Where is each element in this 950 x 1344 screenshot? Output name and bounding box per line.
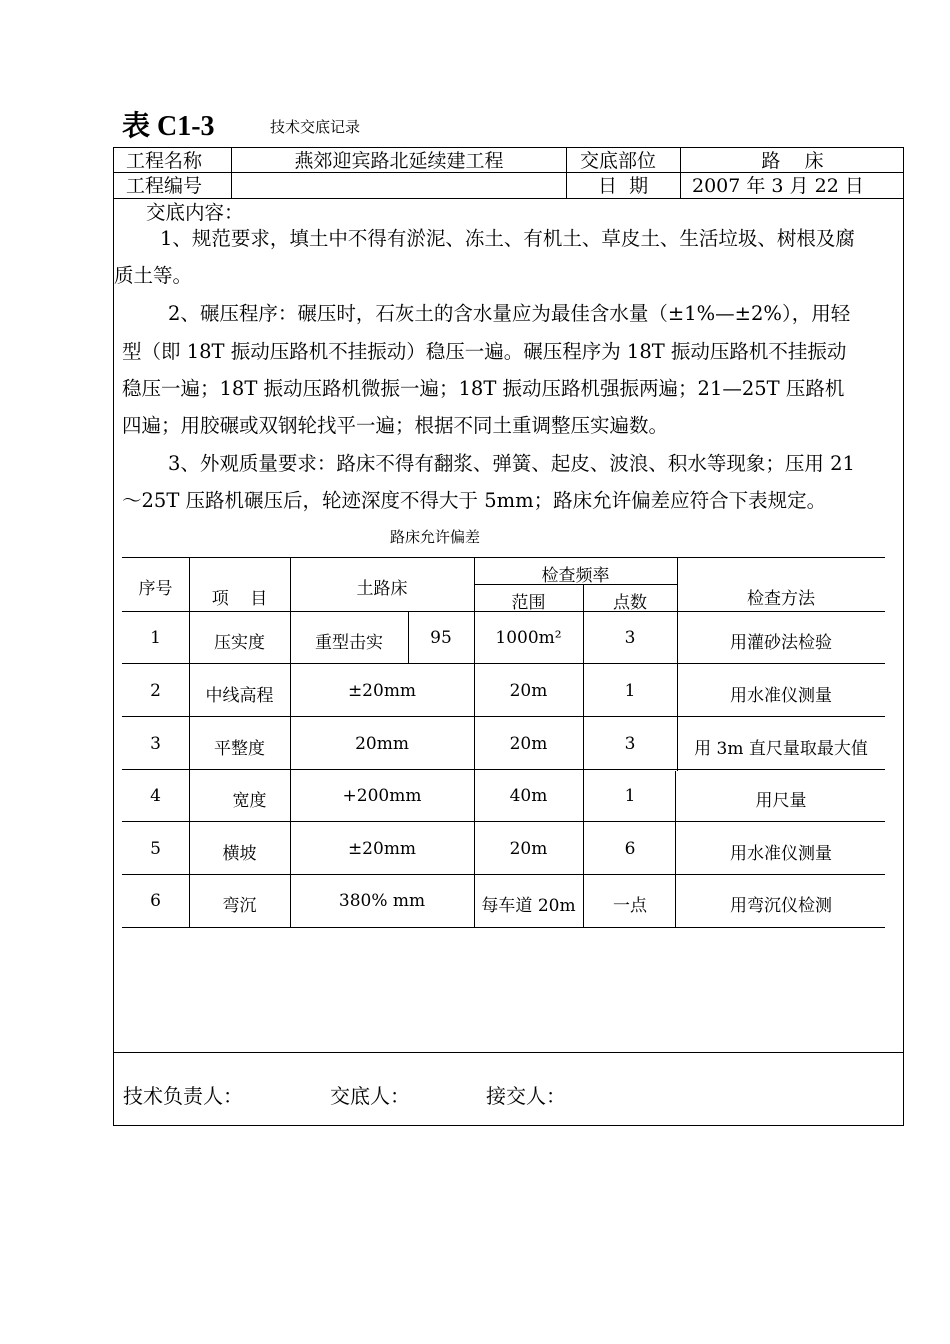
location-label: 交底部位: [580, 150, 657, 172]
table-cell: +200mm: [342, 786, 422, 806]
table-cell: 用水准仪测量: [730, 686, 832, 706]
table-cell: 4: [150, 786, 161, 806]
table-cell: 95: [430, 628, 452, 648]
col-header-method: 检查方法: [747, 589, 815, 609]
date-value: 2007 年 3 月 22 日: [692, 175, 864, 197]
table-cell: 3: [624, 734, 636, 754]
table-cell: 20m: [509, 681, 548, 701]
table-line: [122, 874, 885, 875]
project-name-label: 工程名称: [126, 150, 203, 172]
table-cell: 用灌砂法检验: [730, 633, 832, 653]
content-line: 型（即 18T 振动压路机不挂振动）稳压一遍。碾压程序为 18T 振动压路机不挂振动: [122, 340, 847, 363]
table-line: [122, 663, 885, 664]
content-line: 3、外观质量要求：路床不得有翻浆、弹簧、起皮、波浪、积水等现象；压用 21: [168, 452, 855, 475]
content-line: 质土等。: [114, 264, 193, 287]
table-line: [122, 769, 885, 770]
table-cell: 1000m²: [495, 628, 562, 648]
table-cell: 用弯沉仪检测: [730, 896, 832, 916]
table-caption: 路床允许偏差: [390, 528, 481, 546]
table-cell: 20m: [509, 839, 548, 859]
table-cell: 弯沉: [222, 896, 257, 916]
tech-lead-signature-label: 技术负责人：: [123, 1084, 243, 1108]
receiver-signature-label: 接交人：: [486, 1084, 566, 1108]
content-line: 2、碾压程序：碾压时，石灰土的含水量应为最佳含水量（±1%—±2%），用轻: [168, 302, 851, 325]
table-cell: 中线高程: [205, 686, 274, 706]
table-line: [122, 821, 885, 822]
table-cell: 每车道 20m: [481, 896, 576, 916]
content-line: 稳压一遍；18T 振动压路机微振一遍；18T 振动压路机强振两遍；21—25T 压路机: [122, 377, 845, 400]
col-header-range: 范围: [511, 593, 546, 613]
form-code: 表 C1-3: [122, 111, 215, 142]
col-header-points: 点数: [613, 593, 647, 613]
table-cell: 380% mm: [338, 891, 426, 911]
table-cell: 用 3m 直尺量取最大值: [694, 739, 868, 759]
col-header-frequency: 检查频率: [541, 566, 610, 586]
table-cell: 宽度: [232, 791, 267, 811]
table-cell: 5: [150, 839, 161, 859]
table-cell: 40m: [509, 786, 548, 806]
project-no-label: 工程编号: [126, 175, 203, 197]
table-cell: 1: [624, 681, 636, 701]
table-cell: 3: [150, 734, 161, 754]
table-cell: 重型击实: [315, 633, 383, 653]
table-cell: 3: [624, 628, 636, 648]
table-line: [122, 927, 885, 928]
info-col-divider: [566, 147, 567, 198]
signature-divider: [113, 1052, 904, 1053]
table-cell: 横坡: [222, 844, 257, 864]
content-line: 1、规范要求，填土中不得有淤泥、冻土、有机土、草皮土、生活垃圾、树根及腐: [160, 227, 855, 250]
table-cell: 压实度: [214, 633, 265, 653]
table-cell: 6: [150, 891, 161, 911]
table-cell: 用尺量: [755, 791, 807, 811]
content-line: 四遍；用胶碾或双钢轮找平一遍；根据不同土重调整压实遍数。: [122, 414, 669, 437]
location-value: 路 床: [761, 150, 824, 172]
table-cell: 一点: [613, 896, 647, 916]
table-cell: ±20mm: [347, 681, 417, 701]
table-cell: 平整度: [214, 739, 265, 759]
table-line: [122, 557, 885, 558]
col-header-seq: 序号: [138, 579, 173, 599]
content-heading: 交底内容：: [146, 201, 244, 224]
table-cell: 20mm: [355, 734, 409, 754]
table-cell: 6: [624, 839, 636, 859]
table-cell: 1: [624, 786, 636, 806]
project-name-value: 燕郊迎宾路北延续建工程: [294, 150, 504, 172]
col-header-item: 项 目: [211, 589, 268, 609]
table-cell: 2: [150, 681, 161, 701]
content-line: ～25T 压路机碾压后，轮迹深度不得大于 5mm；路床允许偏差应符合下表规定。: [122, 489, 827, 512]
table-line: [122, 716, 885, 717]
col-header-subgrade: 土路床: [356, 579, 408, 599]
table-cell: 用水准仪测量: [730, 844, 832, 864]
presenter-signature-label: 交底人：: [330, 1084, 410, 1108]
form-title: 技术交底记录: [270, 118, 361, 136]
table-cell: 20m: [509, 734, 548, 754]
date-label: 日 期: [598, 175, 649, 197]
table-cell: 1: [150, 628, 161, 648]
table-cell: ±20mm: [347, 839, 417, 859]
